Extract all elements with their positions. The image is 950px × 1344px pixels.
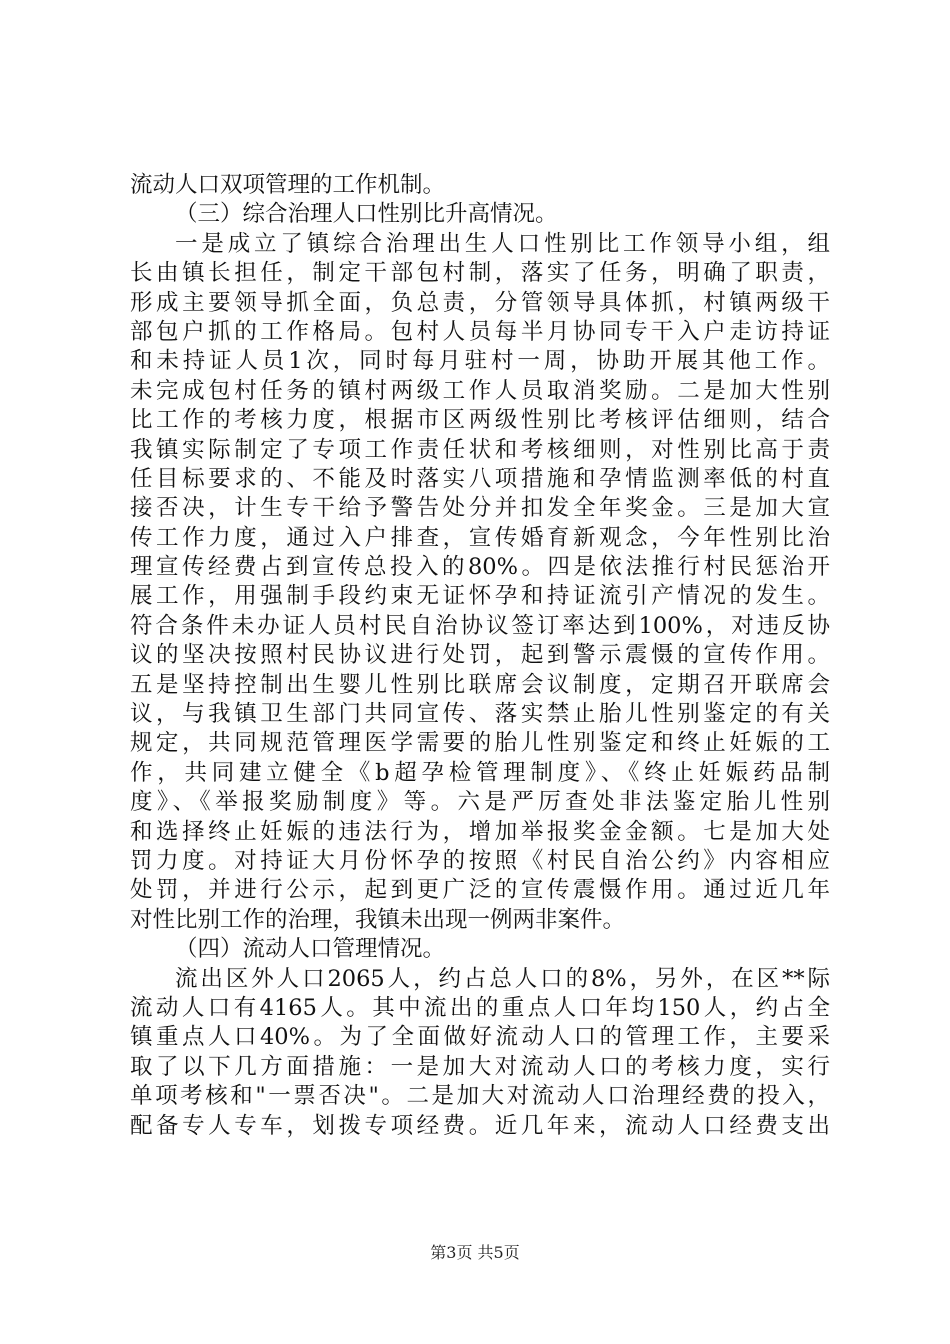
text-line: 议的坚决按照村民协议进行处罚，起到警示震慑的宣传作用。 xyxy=(130,642,830,669)
text-line: 一是成立了镇综合治理出生人口性别比工作领导小组，组 xyxy=(175,230,830,257)
text-line: 流动人口双项管理的工作机制。 xyxy=(130,172,446,198)
text-line: 比工作的考核力度，根据市区两级性别比考核评估细则，结合 xyxy=(130,407,830,434)
text-line: 罚力度。对持证大月份怀孕的按照《村民自治公约》内容相应 xyxy=(130,847,830,874)
text-line: 未完成包村任务的镇村两级工作人员取消奖励。二是加大性别 xyxy=(130,377,830,404)
text-line: 传工作力度，通过入户排查，宣传婚育新观念，今年性别比治 xyxy=(130,524,830,551)
text-line: 流出区外人口2065人，约占总人口的8%，另外，在区**际 xyxy=(175,965,830,992)
text-line: 任目标要求的、不能及时落实八项措施和孕情监测率低的村直 xyxy=(130,465,830,492)
text-line: 处罚，并进行公示，起到更广泛的宣传震慑作用。通过近几年 xyxy=(130,877,830,904)
text-line: 取了以下几方面措施：一是加大对流动人口的考核力度，实行 xyxy=(130,1053,830,1080)
document-body xyxy=(130,171,830,1141)
text-line: 符合条件未办证人员村民自治协议签订率达到100%，对违反协 xyxy=(130,612,830,639)
text-line: 单项考核和"一票否决"。二是加大对流动人口治理经费的投入， xyxy=(130,1083,830,1110)
text-line: 流动人口有4165人。其中流出的重点人口年均150人，约占全 xyxy=(130,994,830,1021)
text-line: 镇重点人口40%。为了全面做好流动人口的管理工作，主要采 xyxy=(130,1024,830,1051)
text-line: 五是坚持控制出生婴儿性别比联席会议制度，定期召开联席会 xyxy=(130,671,830,698)
page-number-footer: 第3页 共5页 xyxy=(430,1243,520,1262)
text-line: 展工作，用强制手段约束无证怀孕和持证流引产情况的发生。 xyxy=(130,583,830,610)
section-heading: （四）流动人口管理情况。 xyxy=(175,936,446,963)
text-line: 度》、《举报奖励制度》等。六是严厉查处非法鉴定胎儿性别 xyxy=(130,789,830,816)
text-line: 和选择终止妊娠的违法行为，增加举报奖金金额。七是加大处 xyxy=(130,818,830,845)
section-heading: （三）综合治理人口性别比升高情况。 xyxy=(175,201,558,228)
text-line: 接否决，计生专干给予警告处分并扣发全年奖金。三是加大宣 xyxy=(130,495,830,522)
text-line: 我镇实际制定了专项工作责任状和考核细则，对性别比高于责 xyxy=(130,436,830,463)
text-line: 和未持证人员1次，同时每月驻村一周，协助开展其他工作。 xyxy=(130,348,830,375)
text-line: 长由镇长担任，制定干部包村制，落实了任务，明确了职责， xyxy=(130,260,830,287)
text-line: 部包户抓的工作格局。包村人员每半月协同专干入户走访持证 xyxy=(130,318,830,345)
text-line: 对性比别工作的治理，我镇未出现一例两非案件。 xyxy=(130,906,626,933)
text-line: 规定，共同规范管理医学需要的胎儿性别鉴定和终止妊娠的工 xyxy=(130,730,830,757)
text-line: 理宣传经费占到宣传总投入的80%。四是依法推行村民惩治开 xyxy=(130,554,830,581)
text-line: 议，与我镇卫生部门共同宣传、落实禁止胎儿性别鉴定的有关 xyxy=(130,701,830,728)
text-line: 配备专人专车，划拨专项经费。近几年来，流动人口经费支出 xyxy=(130,1112,830,1139)
text-line: 作，共同建立健全《b超孕检管理制度》、《终止妊娠药品制 xyxy=(130,759,830,786)
text-line: 形成主要领导抓全面，负总责，分管领导具体抓，村镇两级干 xyxy=(130,289,830,316)
